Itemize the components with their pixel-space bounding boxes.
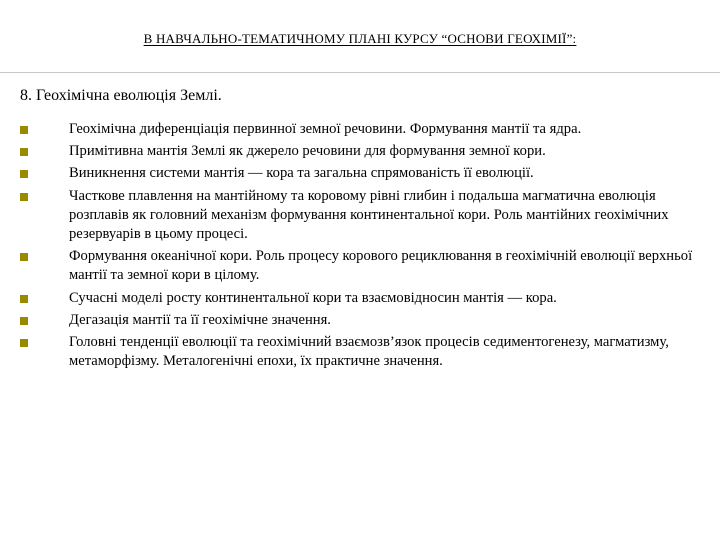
square-bullet-icon	[20, 193, 28, 201]
list-item	[0, 311, 720, 330]
list-item-text: Виникнення системи мантія — кора та загальна спрямованість її еволюції.	[69, 165, 534, 182]
header-divider	[0, 72, 720, 73]
list-item-text: Дегазація мантії та її геохімічне значення.	[69, 311, 331, 328]
square-bullet-icon	[20, 148, 28, 156]
section-title: 8. Геохімічна еволюція Землі.	[20, 87, 222, 104]
square-bullet-icon	[20, 126, 28, 134]
square-bullet-icon	[20, 317, 28, 325]
list-item	[0, 164, 720, 183]
list-item-text: Сучасні моделі росту континентальної кори та взаємовідносин мантія — кора.	[69, 289, 557, 306]
list-item	[0, 247, 720, 285]
list-item	[0, 142, 720, 161]
list-item	[0, 333, 720, 371]
list-item-text: Часткове плавлення на мантійному та коровому рівні глибин і подальша магматична еволюція розплавів як головний механізм формування континентальної кори. Роль мантійних геохімічних резервуарів в цьому процесі.	[69, 187, 669, 243]
list-item	[0, 289, 720, 308]
square-bullet-icon	[20, 295, 28, 303]
header-title: В НАВЧАЛЬНО-ТЕМАТИЧНОМУ ПЛАНІ КУРСУ “ОСНОВИ ГЕОХІМІЇ”:	[143, 31, 577, 46]
bullet-list	[0, 120, 720, 374]
list-item	[0, 120, 720, 139]
list-item-text: Головні тенденції еволюції та геохімічний взаємозв’язок процесів седиментогенезу, магматизму, метаморфізму. Металогенічні епохи, їх практичне значення.	[69, 334, 669, 370]
header	[0, 30, 720, 48]
list-item	[0, 187, 720, 245]
square-bullet-icon	[20, 339, 28, 347]
list-item-text: Формування океанічної кори. Роль процесу корового рециклювання в геохімічній еволюції верхньої мантії та земної кори в цілому.	[69, 248, 693, 284]
square-bullet-icon	[20, 253, 28, 261]
square-bullet-icon	[20, 170, 28, 178]
list-item-text: Примітивна мантія Землі як джерело речовини для формування земної кори.	[69, 143, 546, 160]
list-item-text: Геохімічна диференціація первинної земної речовини. Формування мантії та ядра.	[69, 121, 582, 137]
